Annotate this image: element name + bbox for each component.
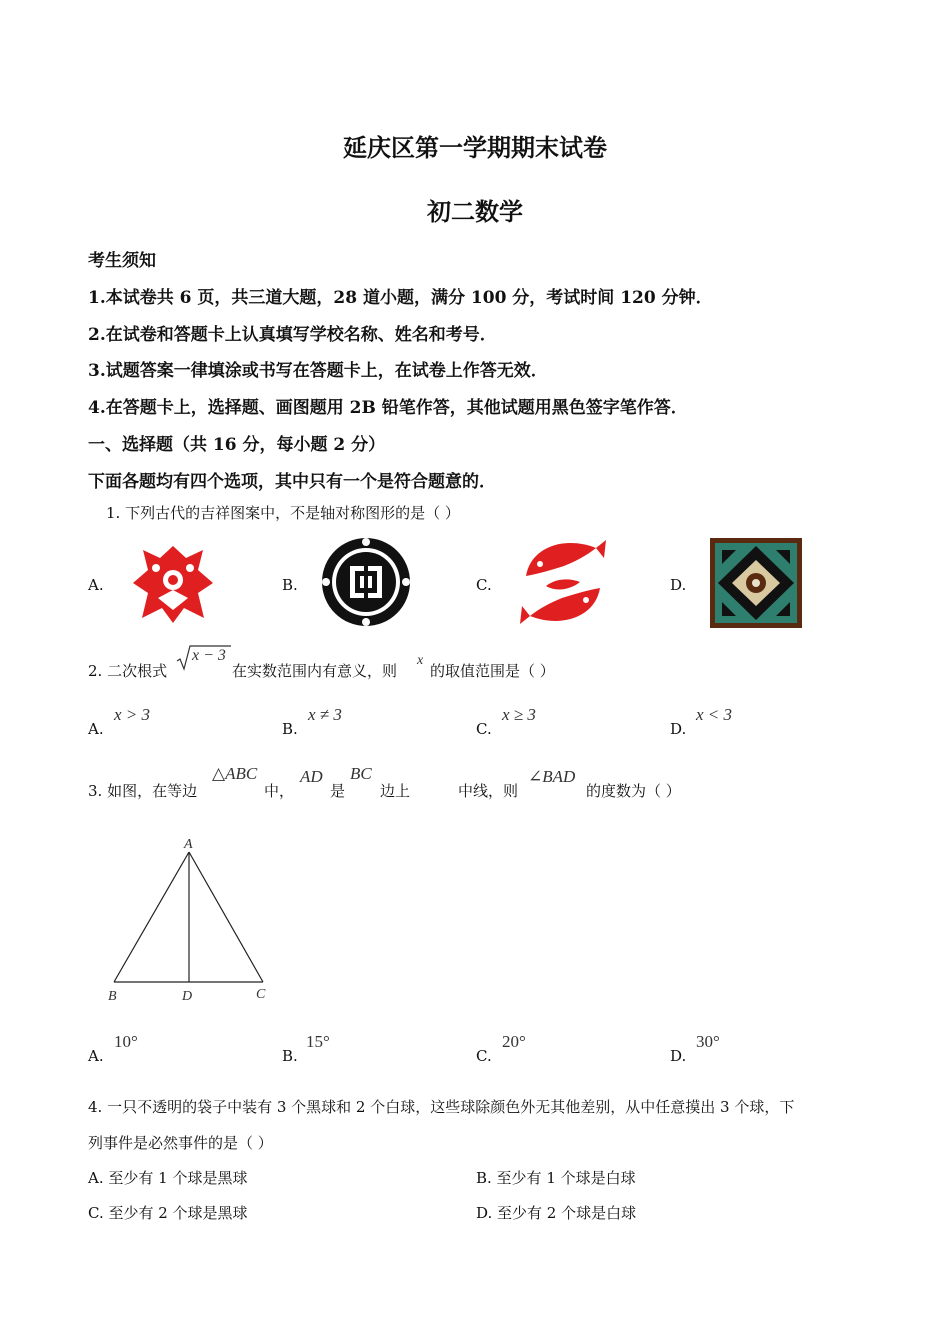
q1-label-c: C. <box>476 576 492 594</box>
q4-line-2: 列事件是必然事件的是（ ） <box>88 1134 273 1152</box>
q3-angle: ∠BAD <box>528 767 576 786</box>
side-ac <box>189 852 263 982</box>
q3-label-b: B. <box>282 1047 298 1065</box>
page-title: 延庆区第一学期期末试卷 <box>343 133 607 162</box>
q2-suffix: 的取值范围是（ ） <box>430 662 555 680</box>
q3-label-d: D. <box>670 1047 687 1065</box>
section-heading: 一、选择题（共 16 分，每小题 2 分） <box>88 435 386 455</box>
q2-option-c: x ≥ 3 <box>502 705 536 724</box>
black-round-emblem-icon <box>320 536 412 628</box>
notice-item-4: 4.在答题卡上，选择题、画图题用 2B 铅笔作答，其他试题用黑色签字笔作答． <box>88 398 688 418</box>
q2-label-d: D. <box>670 720 687 738</box>
q3-option-b: 15° <box>306 1032 330 1051</box>
notice-item-1: 1.本试卷共 6 页，共三道大题，28 道小题，满分 100 分，考试时间 120 分钟． <box>88 288 713 308</box>
q3-option-d: 30° <box>696 1032 720 1051</box>
notice-item-2: 2.在试卷和答题卡上认真填写学校名称、姓名和考号． <box>88 325 497 345</box>
q3-ad: AD <box>300 767 323 786</box>
q4-option-d: D. 至少有 2 个球是白球 <box>476 1204 637 1222</box>
q3-option-c: 20° <box>502 1032 526 1051</box>
section-instruction: 下面各题均有四个选项，其中只有一个是符合题意的． <box>88 472 496 492</box>
q3-text-2: 是 <box>330 782 346 800</box>
q1-image-a <box>128 538 218 632</box>
q4-option-a: A. 至少有 1 个球是黑球 <box>88 1169 248 1187</box>
q3-text-4: 中线，则 <box>458 782 519 800</box>
side-ab <box>114 852 189 982</box>
vertex-a-label: A <box>184 837 193 852</box>
q2-prefix: 2. 二次根式 <box>88 662 168 680</box>
q2-label-b: B. <box>282 720 298 738</box>
q3-text-1: 中， <box>264 782 295 800</box>
q1-image-d <box>710 538 802 632</box>
q2-var: x <box>417 653 424 668</box>
red-fish-papercut-icon <box>516 536 610 628</box>
q3-label-c: C. <box>476 1047 492 1065</box>
q4-line-1: 4. 一只不透明的袋子中装有 3 个黑球和 2 个白球，这些球除颜色外无其他差别，从中任意摸出 3 个球，下 <box>88 1098 795 1116</box>
q2-radicand: x − 3 <box>192 647 226 664</box>
q3-bc: BC <box>350 764 372 783</box>
q2-option-a: x > 3 <box>114 705 151 724</box>
q2-option-d: x < 3 <box>696 705 733 724</box>
notice-heading: 考生须知 <box>88 251 156 271</box>
q3-option-a: 10° <box>114 1032 138 1051</box>
notice-item-3: 3.试题答案一律填涂或书写在答题卡上，在试卷上作答无效． <box>88 361 548 381</box>
q1-image-c <box>516 536 610 632</box>
q2-label-a: A. <box>88 720 104 738</box>
q2-label-c: C. <box>476 720 492 738</box>
red-bird-papercut-icon <box>128 538 218 628</box>
square-tile-pattern-icon <box>710 538 802 628</box>
q1-image-b <box>320 536 412 632</box>
q2-middle: 在实数范围内有意义，则 <box>232 662 398 680</box>
q3-text-3: 边上 <box>380 782 411 800</box>
q1-label-d: D. <box>670 576 687 594</box>
q3-triangle: △ABC <box>212 764 258 783</box>
q3-prefix: 3. 如图，在等边 <box>88 782 198 800</box>
point-d-label: D <box>182 989 193 1004</box>
q1-label-b: B. <box>282 576 298 594</box>
q3-label-a: A. <box>88 1047 104 1065</box>
q2-option-b: x ≠ 3 <box>308 705 342 724</box>
equilateral-triangle-figure <box>100 832 280 1012</box>
vertex-c-label: C <box>256 987 266 1002</box>
q4-option-b: B. 至少有 1 个球是白球 <box>476 1169 636 1187</box>
q1-text: 1. 下列古代的吉祥图案中，不是轴对称图形的是（ ） <box>106 504 460 522</box>
q3-text-5: 的度数为（ ） <box>586 782 681 800</box>
page-subtitle: 初二数学 <box>427 197 523 226</box>
q3-figure <box>100 832 280 1016</box>
q4-option-c: C. 至少有 2 个球是黑球 <box>88 1204 248 1222</box>
vertex-b-label: B <box>108 989 117 1004</box>
q1-label-a: A. <box>88 576 104 594</box>
